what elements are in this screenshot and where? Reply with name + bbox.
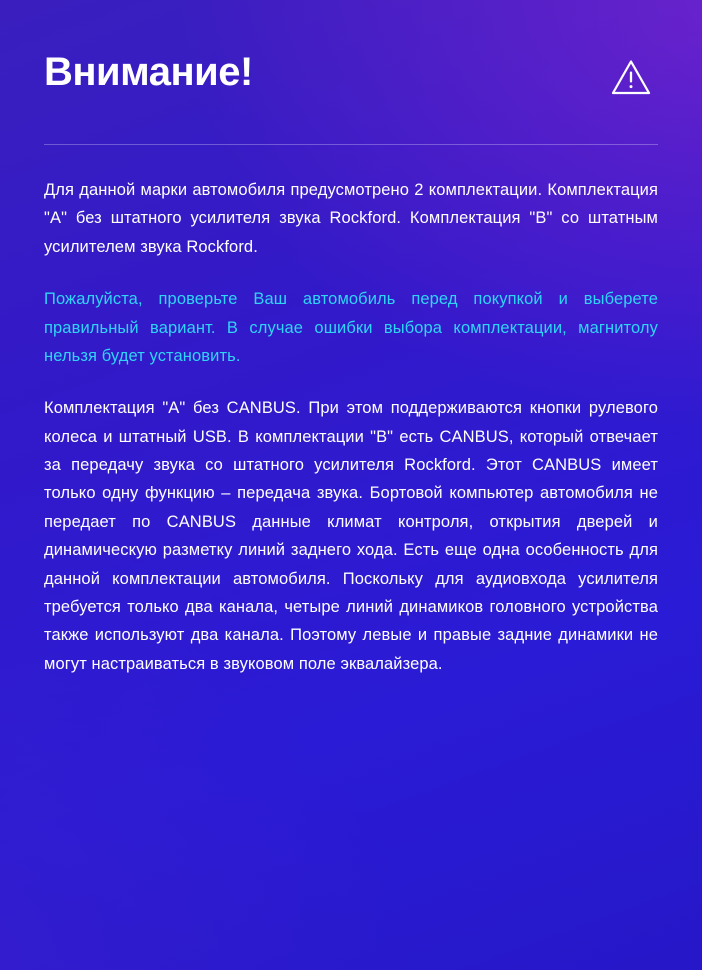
header-divider bbox=[44, 144, 658, 145]
notice-body bbox=[44, 176, 658, 678]
page-header bbox=[44, 50, 658, 103]
paragraph-configurations: Для данной марки автомобиля предусмотрено 2 комплектации. Комплектация "А" без штатного усилителя звука Rockford. Комплектация "В" со штатным усилителем звука Rockford. bbox=[44, 181, 658, 256]
paragraph-canbus-details: Комплектация "А" без CANBUS. При этом поддерживаются кнопки рулевого колеса и штатный USB. В комплектации "В" есть CANBUS, который отвечает за передачу звука со штатного усилителя Rockford. Этот CANBUS имеет только одну функцию – передача звука. Бортовой компьютер автомобиля не передает по CANBUS данные климат контроля, открытия дверей и динамическую разметку линий заднего хода. Есть еще одна особенность для данной комплектации автомобиля. Поскольку для аудиовхода усилителя требуется только два канала, четыре линий динамиков головного устройства также используют два канала. Поэтому левые и правые задние динамики не могут настраиваться в звуковом поле эквалайзера. bbox=[44, 399, 658, 673]
paragraph-warning-accent: Пожалуйста, проверьте Ваш автомобиль перед покупкой и выберете правильный вариант. В случае ошибки выбора комплектации, магнитолу нельзя будет установить. bbox=[44, 290, 658, 365]
page-title: Внимание! bbox=[44, 50, 253, 94]
warning-triangle-icon bbox=[610, 58, 652, 103]
